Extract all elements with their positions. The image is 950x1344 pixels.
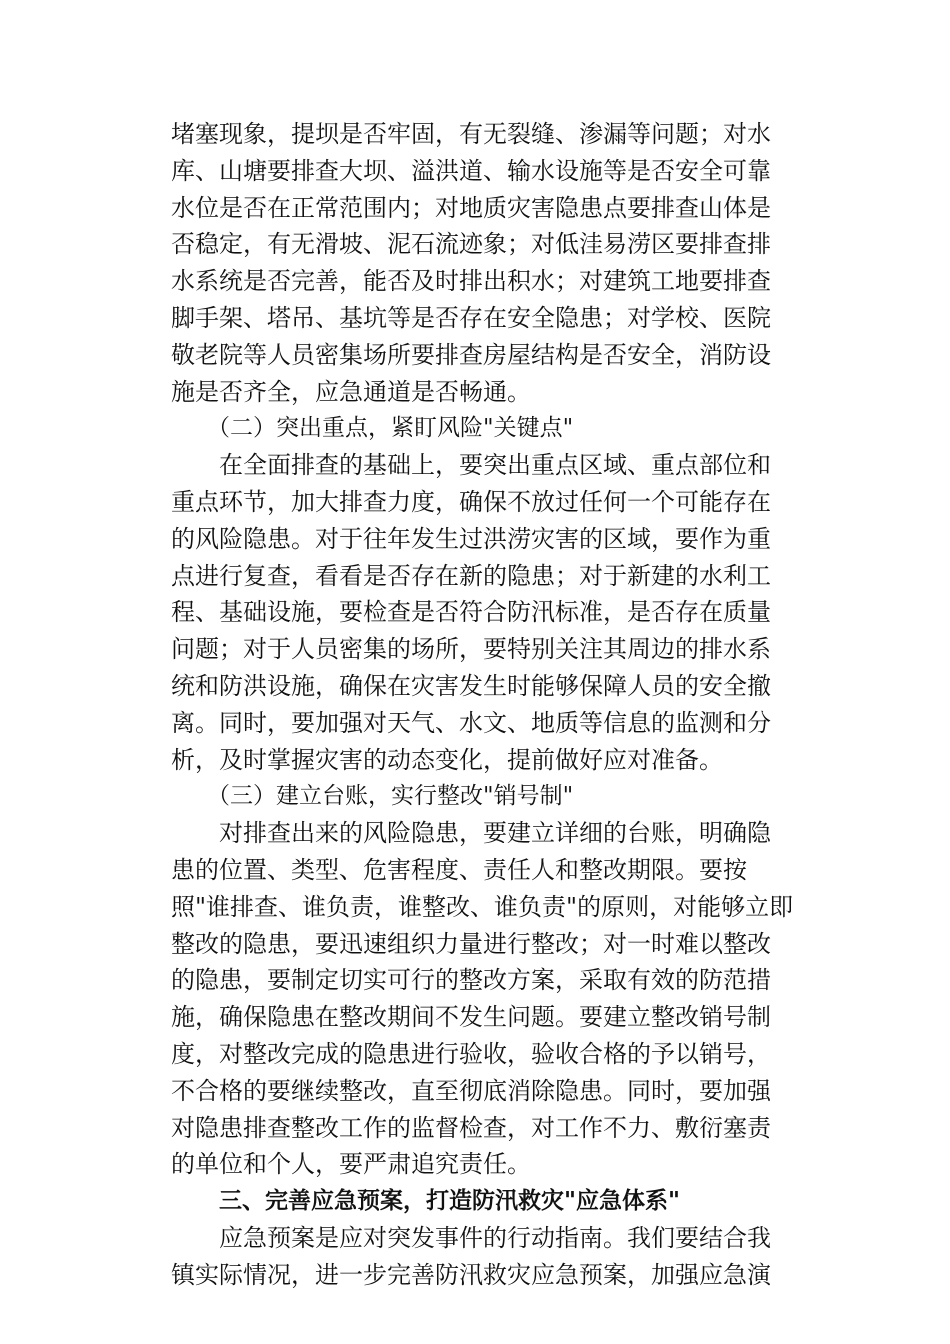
paragraph-line: 患的位置、类型、危害程度、责任人和整改期限。要按 [171,855,747,884]
paragraph-line: 的隐患，要制定切实可行的整改方案，采取有效的防范措 [171,966,771,995]
paragraph-line: 应急预案是应对突发事件的行动指南。我们要结合我 [219,1223,771,1252]
paragraph-line: 照"谁排查、谁负责，谁整改、谁负责"的原则，对能够立即 [171,892,794,921]
section-subheading: （二）突出重点，紧盯风险"关键点" [207,415,574,442]
paragraph-line: 问题；对于人员密集的场所，要特别关注其周边的排水系 [171,635,771,664]
paragraph-line: 施，确保隐患在整改期间不发生问题。要建立整改销号制 [171,1003,771,1032]
paragraph-line: 离。同时，要加强对天气、水文、地质等信息的监测和分 [171,708,771,737]
paragraph-line: 脚手架、塔吊、基坑等是否存在安全隐患；对学校、医院 [171,303,771,332]
paragraph-line: 程、基础设施，要检查是否符合防汛标准，是否存在质量 [171,598,771,627]
paragraph-line: 敬老院等人员密集场所要排查房屋结构是否安全，消防设 [171,340,771,369]
paragraph-line: 不合格的要继续整改，直至彻底消除隐患。同时，要加强 [171,1076,771,1105]
paragraph-line: 的单位和个人，要严肃追究责任。 [171,1150,531,1179]
paragraph-line: 的风险隐患。对于往年发生过洪涝灾害的区域，要作为重 [171,524,771,553]
section-heading: 三、完善应急预案，打造防汛救灾"应急体系" [219,1188,680,1215]
document-body [171,116,811,1294]
paragraph-line: 镇实际情况，进一步完善防汛救灾应急预案，加强应急演 [171,1260,771,1289]
paragraph-line: 点进行复查，看看是否存在新的隐患；对于新建的水利工 [171,561,771,590]
paragraph-line: 施是否齐全，应急通道是否畅通。 [171,377,531,406]
paragraph-line: 度，对整改完成的隐患进行验收，验收合格的予以销号， [171,1039,771,1068]
paragraph-line: 库、山塘要排查大坝、溢洪道、输水设施等是否安全可靠 [171,156,771,185]
paragraph-line: 否稳定，有无滑坡、泥石流迹象；对低洼易涝区要排查排 [171,230,771,259]
section-subheading: （三）建立台账，实行整改"销号制" [207,783,574,810]
paragraph-line: 整改的隐患，要迅速组织力量进行整改；对一时难以整改 [171,929,771,958]
paragraph-line: 析，及时掌握灾害的动态变化，提前做好应对准备。 [171,745,723,774]
paragraph-line: 在全面排查的基础上，要突出重点区域、重点部位和 [219,451,771,480]
paragraph-line: 对隐患排查整改工作的监督检查，对工作不力、敷衍塞责 [171,1113,771,1142]
paragraph-line: 统和防洪设施，确保在灾害发生时能够保障人员的安全撤 [171,671,771,700]
paragraph-line: 堵塞现象，提坝是否牢固，有无裂缝、渗漏等问题；对水 [171,120,771,148]
paragraph-line: 水系统是否完善，能否及时排出积水；对建筑工地要排查 [171,267,771,296]
paragraph-line: 对排查出来的风险隐患，要建立详细的台账，明确隐 [219,819,771,848]
paragraph-line: 重点环节，加大排查力度，确保不放过任何一个可能存在 [171,487,771,516]
paragraph-line: 水位是否在正常范围内；对地质灾害隐患点要排查山体是 [171,193,771,222]
